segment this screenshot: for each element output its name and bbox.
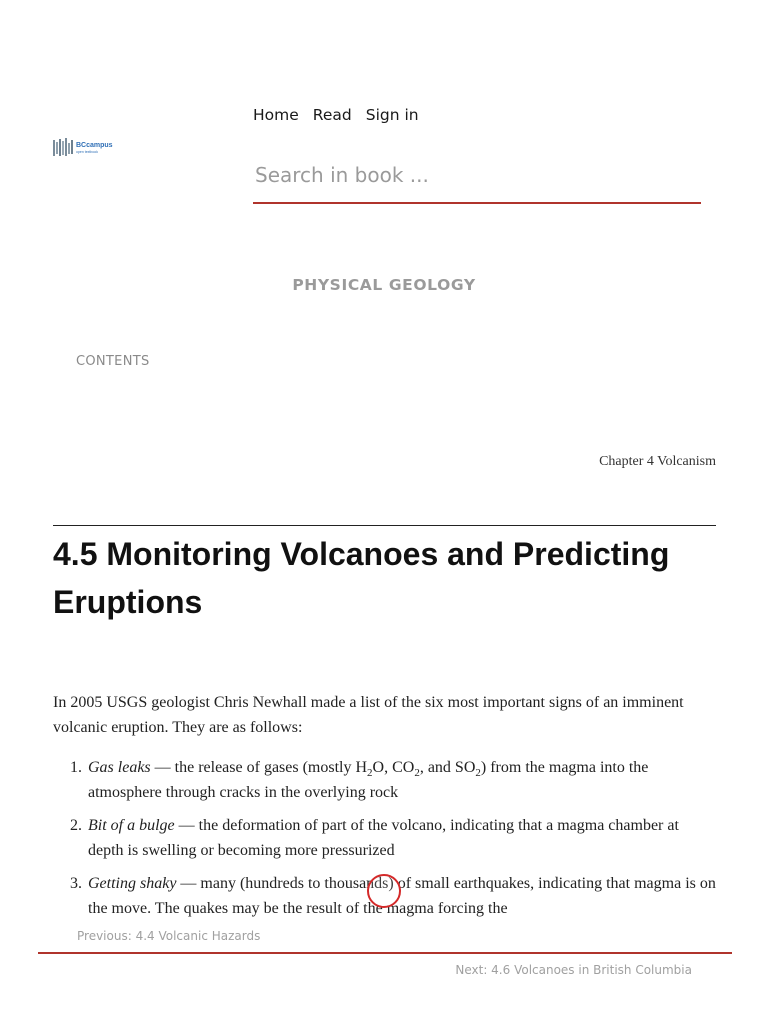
sign-term: Bit of a bulge xyxy=(88,817,175,834)
nav-read-link[interactable]: Read xyxy=(312,106,352,124)
bccampus-logo-icon[interactable] xyxy=(53,138,113,158)
title-divider xyxy=(53,525,716,526)
footer-divider xyxy=(38,952,732,954)
contents-toggle[interactable]: CONTENTS xyxy=(76,354,150,369)
sign-description: — the deformation of part of the volcano, indicating that a magma chamber at depth is swelling or becoming more pressurized xyxy=(88,817,679,859)
book-title[interactable]: PHYSICAL GEOLOGY xyxy=(292,276,476,294)
list-item xyxy=(53,813,717,863)
next-page-link[interactable]: Next: 4.6 Volcanoes in British Columbia xyxy=(455,963,692,977)
pointer-cursor-ring xyxy=(367,874,401,908)
list-number: 1. xyxy=(70,759,82,776)
nav-home-link[interactable]: Home xyxy=(253,106,299,124)
sign-term: Gas leaks xyxy=(88,759,151,776)
list-item xyxy=(53,755,717,805)
page-title: 4.5 Monitoring Volcanoes and Predicting Eruptions xyxy=(53,536,670,620)
list-number: 2. xyxy=(70,817,82,834)
intro-paragraph: In 2005 USGS geologist Chris Newhall made a list of the six most important signs of an imminent volcanic eruption. They are as follows: xyxy=(53,694,684,736)
sign-description: — many (hundreds to thousands) of small earthquakes, indicating that magma is on the move. The quakes may be the result of the magma forcing the xyxy=(88,875,716,917)
logo-text: BCcampus xyxy=(76,142,113,149)
nav-sign-in-link[interactable]: Sign in xyxy=(365,106,419,124)
sign-description: — the release of gases (mostly $H_2O$, $CO_2$, and $SO_2$) from the magma into the atmosphere through cracks in the overlying rock xyxy=(88,759,649,801)
chapter-label: Chapter 4 Volcanism xyxy=(599,454,716,469)
list-number: 3. xyxy=(70,875,82,892)
sign-term: Getting shaky xyxy=(88,875,177,892)
previous-page-link[interactable]: Previous: 4.4 Volcanic Hazards xyxy=(77,929,261,943)
search-input[interactable] xyxy=(253,148,701,204)
logo-subtext: open textbook xyxy=(76,150,98,154)
top-nav xyxy=(253,106,419,124)
